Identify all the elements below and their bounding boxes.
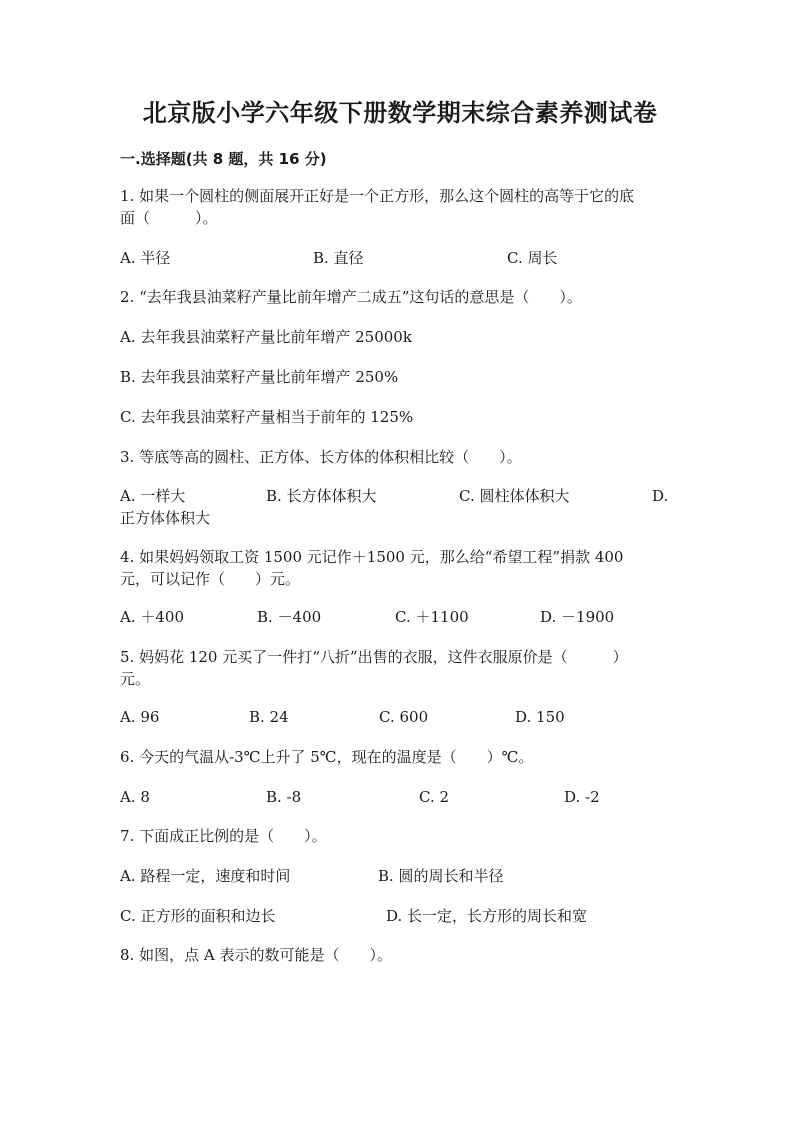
option-c: C. ＋1100: [395, 608, 469, 626]
option-a: A. 96: [120, 708, 160, 726]
option-d: D.: [652, 487, 669, 505]
option-a: A. 8: [120, 788, 150, 806]
question-6: [120, 746, 680, 768]
option-d: D. 150: [515, 708, 565, 726]
question-stem: 1. 如果一个圆柱的侧面展开正好是一个正方形，那么这个圆柱的高等于它的底: [120, 187, 635, 205]
question-stem: 6. 今天的气温从-3℃上升了 5℃，现在的温度是（ ）℃。: [120, 748, 534, 766]
option-a: A. 路程一定，速度和时间: [120, 867, 291, 885]
option-a: A. 一样大: [120, 487, 186, 505]
question-2: [120, 286, 680, 308]
question-stem: 8. 如图，点 A 表示的数可能是（ ）。: [120, 946, 392, 964]
option-b: B. -8: [266, 788, 302, 806]
option-d-text: 正方体体积大: [120, 509, 211, 527]
option-c: C. 正方形的面积和边长: [120, 907, 276, 925]
question-8: [120, 944, 680, 966]
question-4: [120, 546, 680, 590]
option-d: D. －1900: [540, 608, 615, 626]
option-c: C. 圆柱体体积大: [459, 487, 570, 505]
option-b: B. －400: [257, 608, 322, 626]
option-c: C. 2: [419, 788, 450, 806]
option-d: D. 长一定，长方形的周长和宽: [386, 907, 588, 925]
question-stem: 2. “去年我县油菜籽产量比前年增产二成五”这句话的意思是（ ）。: [120, 288, 582, 306]
question-stem: 3. 等底等高的圆柱、正方体、长方体的体积相比较（ ）。: [120, 448, 522, 466]
option-b: B. 长方体体积大: [266, 487, 377, 505]
option-b: B. 直径: [313, 249, 364, 267]
question-stem: 元，可以记作（ ）元。: [120, 570, 301, 588]
option-d: D. -2: [564, 788, 600, 806]
question-stem: 4. 如果妈妈领取工资 1500 元记作＋1500 元，那么给“希望工程”捐款 400: [120, 548, 624, 566]
question-3: [120, 446, 680, 468]
option-b: B. 24: [249, 708, 289, 726]
option-c: C. 周长: [507, 249, 558, 267]
option-b: B. 去年我县油菜籽产量比前年增产 250%: [120, 368, 399, 386]
question-1: [120, 185, 680, 229]
question-stem: 7. 下面成正比例的是（ ）。: [120, 827, 327, 845]
section-heading: 一.选择题(共 8 题，共 16 分): [120, 150, 327, 168]
option-a: A. 半径: [120, 249, 171, 267]
question-stem: 5. 妈妈花 120 元买了一件打“八折”出售的衣服，这件衣服原价是（ ）: [120, 648, 628, 666]
option-c: C. 600: [379, 708, 429, 726]
option-c: C. 去年我县油菜籽产量相当于前年的 125%: [120, 408, 414, 426]
question-stem: 面（ ）。: [120, 209, 218, 227]
page-title: 北京版小学六年级下册数学期末综合素养测试卷: [142, 99, 658, 127]
question-7: [120, 825, 680, 847]
question-5: [120, 646, 680, 690]
option-a: A. 去年我县油菜籽产量比前年增产 25000k: [120, 328, 412, 346]
question-stem: 元。: [120, 670, 151, 688]
option-a: A. ＋400: [120, 608, 184, 626]
option-b: B. 圆的周长和半径: [378, 867, 504, 885]
